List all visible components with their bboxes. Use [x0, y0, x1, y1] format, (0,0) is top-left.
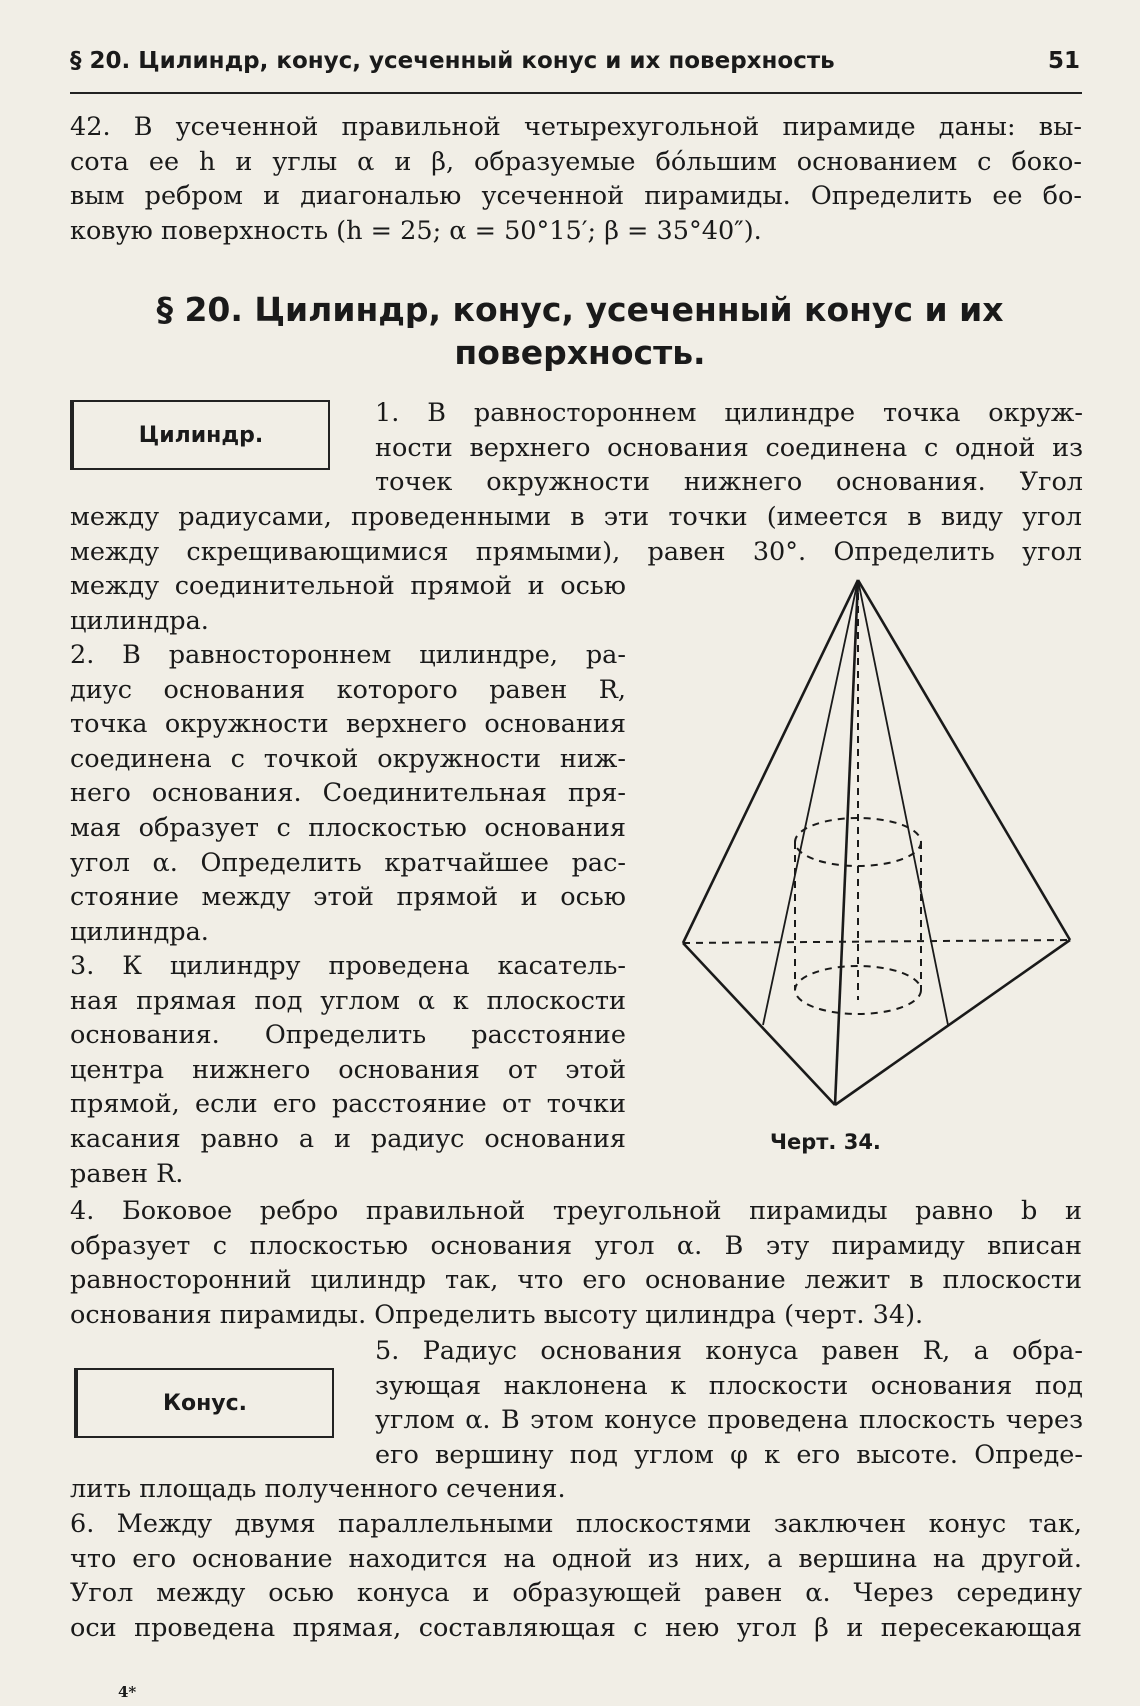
problem-5-line-4: его вершину под углом φ к его высоте. Опреде- [375, 1439, 1083, 1470]
pyramid-edge-right [858, 580, 1070, 940]
problem-1-line-2: ности верхнего основания соединена с одной из [375, 432, 1083, 463]
problem-1-full [70, 500, 1082, 569]
problem-4-line-1: 4. Боковое ребро правильной треугольной пирамиды равно b и [70, 1196, 1082, 1226]
problem-1-line-5: между скрещивающимися прямыми), равен 30°. Определить угол [70, 536, 1082, 567]
pyramid-edge-front [835, 580, 858, 1105]
cylinder-label-box [70, 400, 330, 470]
section-title-line-1: § 20. Цилиндр, конус, усеченный конус и их [156, 290, 1004, 329]
header-rule [70, 92, 1082, 94]
problem-3-line-2: ная прямая под углом α к плоскости [70, 985, 626, 1016]
problem-2-line-8: стояние между этой прямой и осью [70, 882, 626, 913]
problem-2-line-3: точка окружности верхнего основания [70, 709, 626, 740]
problem-2-line-2: диус основания которого равен R, [70, 674, 626, 705]
apothem-right [858, 580, 948, 1025]
problem-1-end [70, 569, 626, 638]
page-number: 51 [1047, 48, 1080, 74]
problem-3-line-4: центра нижнего основания от этой [70, 1054, 626, 1085]
figure-caption: Черт. 34. [770, 1130, 881, 1154]
problem-42-line-3: вым ребром и диагональю усеченной пирамиды. Определить ее бо- [70, 181, 1082, 212]
pyramid-base-right [835, 940, 1070, 1105]
problem-3-line-7: равен R. [70, 1158, 184, 1189]
problem-4-line-4: основания пирамиды. Определить высоту цилиндра (черт. 34). [70, 1299, 924, 1330]
cone-label-box [74, 1368, 334, 1438]
problem-2-line-7: угол α. Определить кратчайшее рас- [70, 847, 626, 878]
problem-4 [70, 1194, 1082, 1332]
running-header [70, 48, 1080, 74]
problem-2-line-6: мая образует с плоскостью основания [70, 812, 626, 843]
problem-3-line-3: основания. Определить расстояние [70, 1020, 626, 1051]
problem-5-line-1: 5. Радиус основания конуса равен R, а обра- [375, 1336, 1083, 1366]
problem-6-line-4: оси проведена прямая, составляющая с нею угол β и пересекающая [70, 1612, 1082, 1643]
problem-1-line-6: между соединительной прямой и осью [70, 571, 626, 601]
problem-6-line-2: что его основание находится на одной из них, а вершина на другой. [70, 1543, 1082, 1574]
problem-42-line-4: ковую поверхность (h = 25; α = 50°15′; β = 35°40″). [70, 215, 762, 246]
problem-6 [70, 1507, 1082, 1645]
pyramid-cylinder-figure [665, 570, 1095, 1120]
cone-label: Конус. [162, 1390, 248, 1416]
problem-2-line-9: цилиндра. [70, 916, 209, 947]
problem-1-line-7: цилиндра. [70, 605, 209, 636]
apothem-left [763, 580, 858, 1025]
problem-5-line-5: лить площадь полученного сечения. [70, 1474, 566, 1504]
problem-4-line-2: образует с плоскостью основания угол α. В эту пирамиду вписан [70, 1230, 1082, 1261]
problem-6-line-3: Угол между осью конуса и образующей равен α. Через середину [70, 1578, 1082, 1609]
problem-3-line-1: 3. К цилиндру проведена касатель- [70, 951, 626, 981]
problem-1-intro [375, 396, 1083, 500]
problem-6-line-1: 6. Между двумя параллельными плоскостями заключен конус так, [70, 1509, 1082, 1539]
cylinder-label: Цилиндр. [138, 422, 264, 448]
section-title-line-2: поверхность. [454, 333, 706, 372]
problem-1-line-4: между радиусами, проведенными в эти точки (имеется в виду угол [70, 502, 1082, 532]
problem-2-line-4: соединена с точкой окружности ниж- [70, 743, 626, 774]
problem-2-line-5: него основания. Соединительная пря- [70, 778, 626, 809]
running-title: § 20. Цилиндр, конус, усеченный конус и их поверхность [70, 48, 835, 74]
signature-mark: 4* [118, 1683, 137, 1701]
problem-42-line-2: сота ее h и углы α и β, образуемые бо́льшим основанием с боко- [70, 146, 1082, 177]
problem-5-line-3: углом α. В этом конусе проведена плоскость через [375, 1405, 1083, 1436]
problem-5-end [70, 1472, 1082, 1507]
problem-2 [70, 638, 626, 949]
hidden-base-edge [683, 940, 1070, 943]
problem-42 [70, 110, 1082, 248]
problem-3 [70, 949, 626, 1191]
pyramid-edge-left [683, 580, 858, 943]
problem-2-line-1: 2. В равностороннем цилиндре, ра- [70, 640, 626, 670]
problem-5-intro [375, 1334, 1083, 1472]
problem-1-line-1: 1. В равностороннем цилиндре точка окруж- [375, 398, 1083, 428]
problem-5-line-2: зующая наклонена к плоскости основания под [375, 1370, 1083, 1401]
problem-42-line-1: 42. В усеченной правильной четырехугольной пирамиде даны: вы- [70, 112, 1082, 142]
pyramid-base-left [683, 943, 835, 1105]
problem-3-line-6: касания равно a и радиус основания [70, 1123, 626, 1154]
problem-4-line-3: равносторонний цилиндр так, что его основание лежит в плоскости [70, 1265, 1082, 1296]
problem-1-line-3: точек окружности нижнего основания. Угол [375, 467, 1083, 498]
problem-3-line-5: прямой, если его расстояние от точки [70, 1089, 626, 1120]
section-title [100, 288, 1060, 374]
